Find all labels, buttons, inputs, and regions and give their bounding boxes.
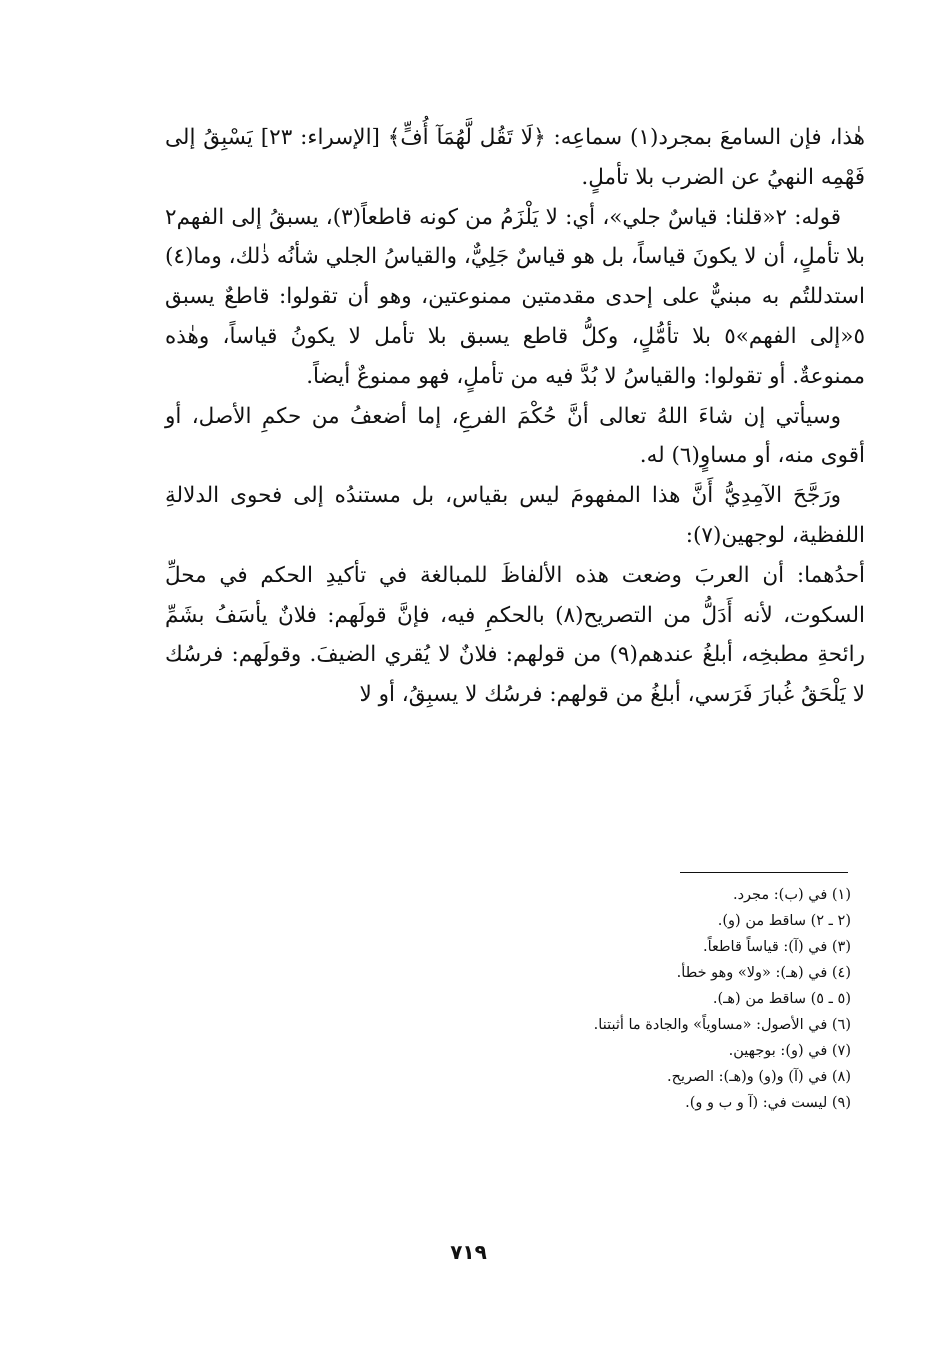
footnote-1: (١) في (ب): مجرد. — [732, 887, 851, 903]
footnote-5: (٥ ـ ٥) ساقط من (هـ). — [712, 991, 851, 1007]
paragraph-3: وسيأتي إن شاءَ اللهُ تعالى أنَّ حُكْمَ الفرعِ، إما أضعفُ من حكمِ الأصل، أو أقوى منه، أو مساوٍ(٦) له. — [165, 403, 865, 469]
paragraph-5: أحدُهما: أن العربَ وضعت هذه الألفاظَ للمبالغة في تأكيدِ الحكم في محلِّ السكوت، لأنه أَدَلُّ من التصريح(٨) بالحكمِ فيه، فإنَّ قولَهم: فلانٌ يأسَفُ بشَمِّ رائحةِ مطبخِه، أبلغُ عندهم(٩) من قولهم: فلانٌ لا يُقري الضيفَ. وقولَهم: فرسُك لا يَلْحَقُ غُبارَ فَرَسي، أبلغُ من قولهم: فرسُك لا يسبِقُ، أو لا — [165, 562, 865, 708]
paragraph-4: ورَجَّحَ الآمِدِيُّ أَنَّ هذا المفهومَ ليس بقياس، بل مستندُه إلى فحوى الدلالةِ اللفظية، لوجهين(٧): — [165, 483, 865, 548]
footnote-8: (٨) في (آ) و(و) و(هـ): الصريح. — [667, 1069, 851, 1085]
paragraph-1: هٰذا، فإن السامعَ بمجرد(١) سماعِه: ﴿لَا تَقُل لَّهُمَآ أُفٍّ﴾ [الإسراء: ٢٣] يَسْبِقُ إلى فَهْمِه النهيُ عن الضرب بلا تأملٍ. — [165, 125, 865, 190]
page-number: ٧١٩ — [450, 1240, 487, 1264]
footnote-2: (٢ ـ ٢) ساقط من (و). — [717, 913, 851, 929]
footnote-7: (٧) في (و): بوجهين. — [728, 1043, 851, 1059]
footnote-6: (٦) في الأصول: «مساوياً» والجادة ما أثبتنا. — [593, 1017, 851, 1033]
footnotes-block — [251, 882, 851, 1116]
footnote-9: (٩) ليست في: (آ و ب و و). — [685, 1095, 851, 1111]
paragraph-2: قوله: ٢«قلنا: قياسٌ جلي»، أي: لا يَلْزَمُ من كونه قاطعاً(٣)، يسبقُ إلى الفهم٢ بلا تأملٍ، أن لا يكونَ قياساً، بل هو قياسٌ جَلِيٌّ، والقياسُ الجلي شأنُه ذٰلك، وما(٤) استدللتُم به مبنيٌّ على إحدى مقدمتين ممنوعتين، وهو أن تقولوا: قاطعٌ يسبق ٥«إلى الفهم»٥ بلا تأمُّلٍ، وكلُّ قاطع يسبق بلا تأمل لا يكونُ قياساً، وهٰذه ممنوعةٌ. أو تقولوا: والقياسُ لا بُدَّ فيه من تأملٍ، فهو ممنوعٌ أيضاً. — [165, 204, 865, 389]
main-text-block — [165, 118, 865, 715]
footnote-4: (٤) في (هـ): «ولا» وهو خطأ. — [676, 965, 851, 981]
footnote-3: (٣) في (آ): قياساً قاطعاً. — [702, 939, 851, 955]
footnote-divider — [680, 872, 848, 873]
